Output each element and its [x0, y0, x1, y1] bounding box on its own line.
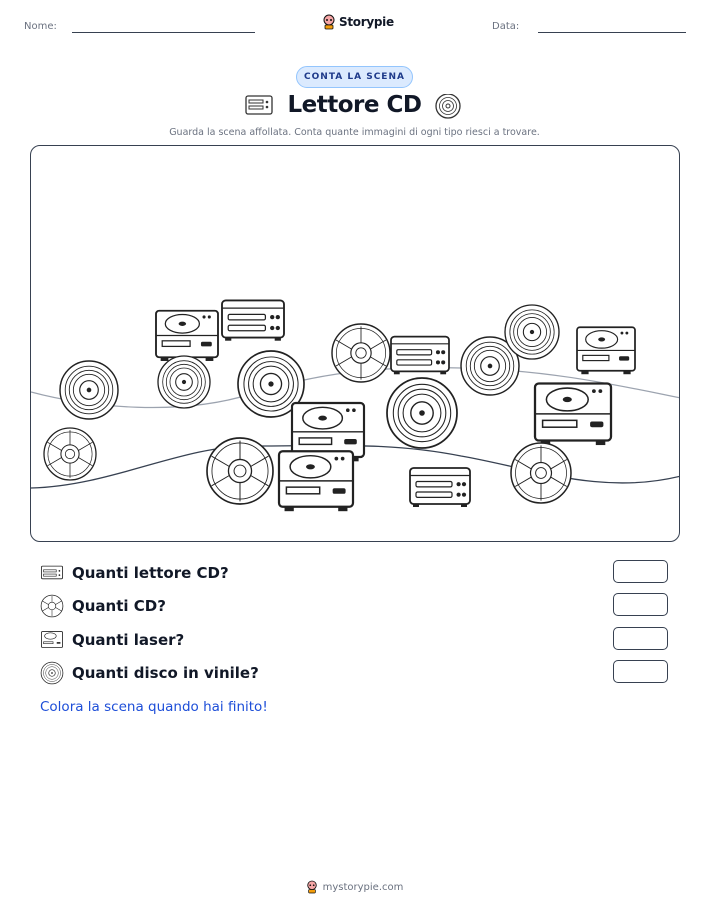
question-cd-player	[40, 561, 229, 585]
laser-icon	[40, 630, 64, 650]
brand-logo	[322, 14, 394, 30]
cd-disc-icon	[434, 94, 462, 122]
cd-3	[207, 438, 273, 504]
laser-2	[577, 327, 635, 374]
vinyl-1	[60, 361, 118, 419]
answer-box-cd-player[interactable]	[613, 560, 668, 583]
laser-1	[156, 311, 218, 361]
footer-url[interactable]: mystorypie.com	[322, 881, 404, 893]
name-line[interactable]	[72, 32, 255, 33]
name-label: Nome:	[24, 21, 57, 32]
page-title-row	[0, 92, 709, 118]
cd-2	[44, 428, 96, 480]
question-label: Quanti disco in vinile?	[72, 664, 259, 682]
vinyl-2	[158, 356, 210, 408]
question-laser	[40, 628, 184, 652]
vinyl-icon	[40, 661, 64, 685]
brand-name: Storypie	[339, 15, 394, 29]
scene-panel	[30, 145, 680, 542]
cd-player-icon	[245, 94, 273, 116]
activity-badge: CONTA LA SCENA	[296, 66, 413, 88]
cd-player-icon	[40, 564, 64, 582]
vinyl-5	[505, 305, 559, 359]
cd-1	[332, 324, 390, 382]
footer	[0, 880, 709, 894]
color-instruction: Colora la scena quando hai finito!	[40, 699, 268, 715]
question-vinyl	[40, 661, 259, 685]
laser-5	[279, 451, 353, 511]
cd-icon	[40, 594, 64, 618]
cd-player-3	[410, 468, 470, 507]
vinyl-6	[387, 378, 457, 448]
question-label: Quanti laser?	[72, 631, 185, 649]
page-title: Lettore CD	[287, 92, 422, 118]
instructions: Guarda la scena affollata. Conta quante immagini di ogni tipo riesci a trovare.	[169, 127, 540, 138]
cd-4	[511, 443, 571, 503]
question-label: Quanti lettore CD?	[72, 564, 229, 582]
storypie-mascot-icon	[306, 880, 318, 894]
laser-4	[535, 384, 611, 446]
question-cd	[40, 594, 166, 618]
cd-player-2	[391, 337, 449, 375]
date-label: Data:	[492, 21, 520, 32]
date-line[interactable]	[538, 32, 686, 33]
cd-player-1	[222, 300, 284, 340]
answer-box-vinyl[interactable]	[613, 660, 668, 683]
scene-illustration	[31, 146, 680, 542]
question-label: Quanti CD?	[72, 597, 166, 615]
storypie-mascot-icon	[322, 14, 336, 30]
answer-box-cd[interactable]	[613, 593, 668, 616]
answer-box-laser[interactable]	[613, 627, 668, 650]
